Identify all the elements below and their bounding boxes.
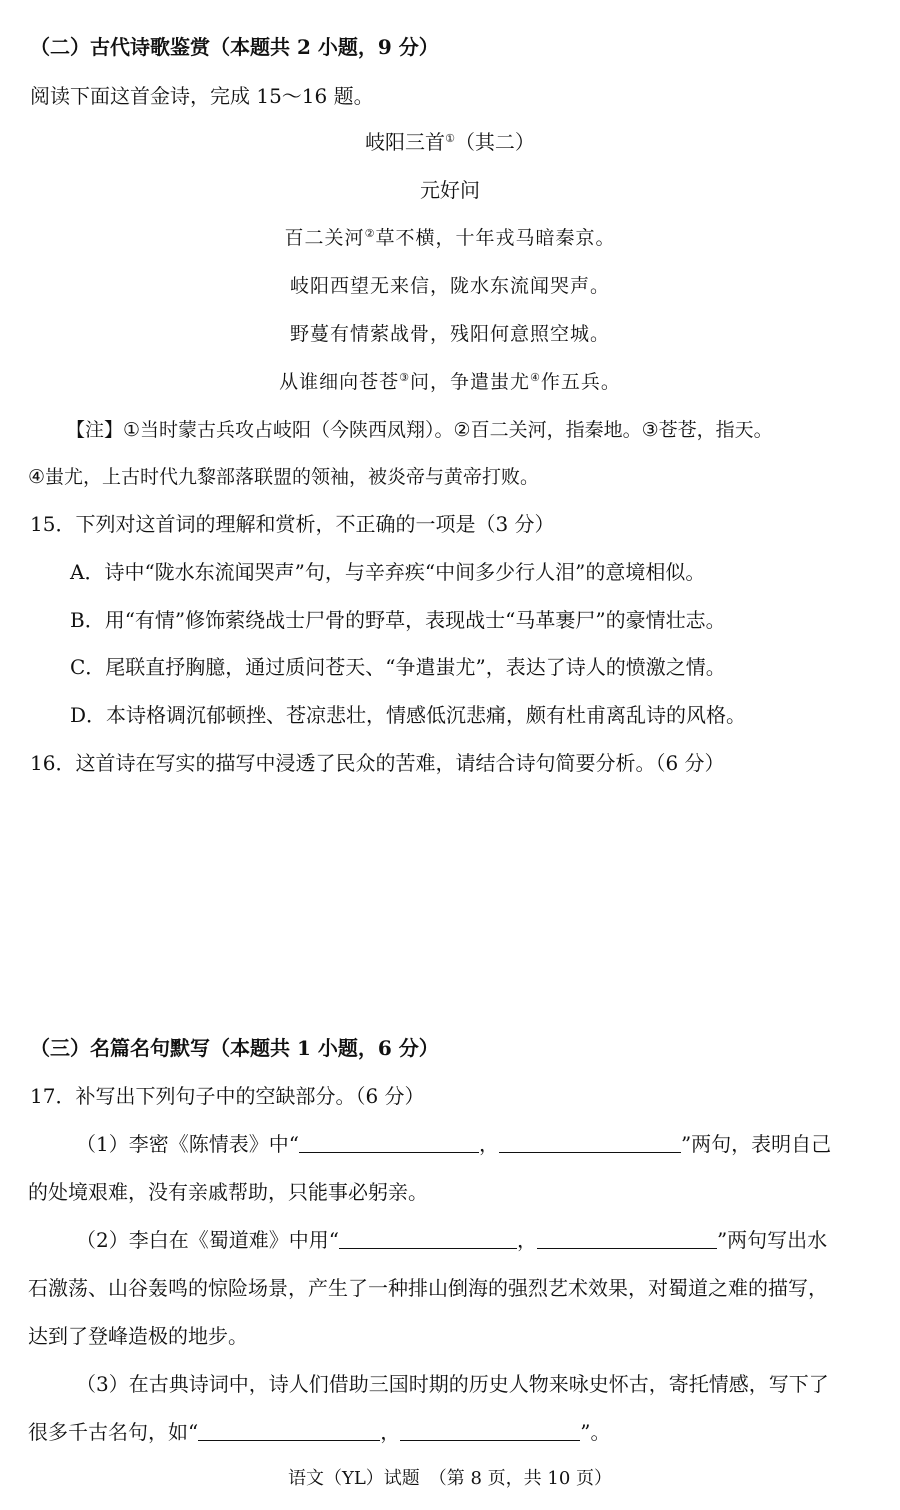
answer-blank[interactable] <box>299 1132 479 1153</box>
answer-blank[interactable] <box>499 1132 681 1153</box>
question-17-item-2-cont2: 达到了登峰造极的地步。 <box>28 1324 248 1348</box>
poem-author: 元好问 <box>420 178 480 202</box>
answer-blank[interactable] <box>198 1420 380 1441</box>
question-17-item-3-cont: 很多千古名句，如“ ， ”。 <box>28 1420 611 1444</box>
answer-blank[interactable] <box>400 1420 580 1441</box>
question-15-option-a: A．诗中“陇水东流闻哭声”句，与辛弃疾“中间多少行人泪”的意境相似。 <box>70 560 706 584</box>
answer-blank[interactable] <box>339 1228 517 1249</box>
poem-note-line2: ④蚩尤，上古时代九黎部落联盟的领袖，被炎帝与黄帝打败。 <box>28 466 540 488</box>
poem-line-1: 百二关河②草不横，十年戎马暗秦京。 <box>284 227 616 249</box>
question-17-item-1-cont: 的处境艰难，没有亲戚帮助，只能事必躬亲。 <box>28 1180 428 1204</box>
question-17-stem: 17．补写出下列句子中的空缺部分。（6 分） <box>30 1084 425 1108</box>
poem-line-2: 岐阳西望无来信，陇水东流闻哭声。 <box>289 275 610 297</box>
question-17-item-3: （3）在古典诗词中，诗人们借助三国时期的历史人物来咏史怀古，寄托情感，写下了 <box>76 1372 829 1396</box>
section2-heading: （二）古代诗歌鉴赏（本题共 2 小题，9 分） <box>30 35 439 59</box>
poem-title: 岐阳三首①（其二） <box>365 130 535 154</box>
question-15-option-c: C．尾联直抒胸臆，通过质问苍天、“争遣蚩尤”，表达了诗人的愤激之情。 <box>70 655 726 679</box>
question-15-stem: 15．下列对这首词的理解和赏析，不正确的一项是（3 分） <box>30 512 555 536</box>
question-17-item-2: （2）李白在《蜀道难》中用“ ， ”两句写出水 <box>76 1228 828 1252</box>
question-17-item-1: （1）李密《陈情表》中“ ， ”两句，表明自己 <box>76 1132 832 1156</box>
question-17-item-2-cont1: 石激荡、山谷轰鸣的惊险场景，产生了一种排山倒海的强烈艺术效果，对蜀道之难的描写， <box>28 1276 828 1300</box>
section2-intro: 阅读下面这首金诗，完成 15～16 题。 <box>30 84 374 108</box>
question-15-option-b: B．用“有情”修饰萦绕战士尸骨的野草，表现战士“马革裹尸”的豪情壮志。 <box>70 608 726 632</box>
section3-heading: （三）名篇名句默写（本题共 1 小题，6 分） <box>30 1036 439 1060</box>
page-footer: 语文（YL）试题 （第 8 页，共 10 页） <box>287 1468 613 1489</box>
answer-blank[interactable] <box>537 1228 717 1249</box>
poem-note-line1: 【注】①当时蒙古兵攻占岐阳（今陕西凤翔）。②百二关河，指秦地。③苍苍，指天。 <box>66 419 773 441</box>
poem-line-3: 野蔓有情萦战骨，残阳何意照空城。 <box>289 323 610 345</box>
question-16-stem: 16．这首诗在写实的描写中浸透了民众的苦难，请结合诗句简要分析。（6 分） <box>30 751 725 775</box>
poem-line-4: 从谁细向苍苍③问，争遣蚩尤④作五兵。 <box>279 371 621 393</box>
question-15-option-d: D．本诗格调沉郁顿挫、苍凉悲壮，情感低沉悲痛，颇有杜甫离乱诗的风格。 <box>70 703 747 727</box>
